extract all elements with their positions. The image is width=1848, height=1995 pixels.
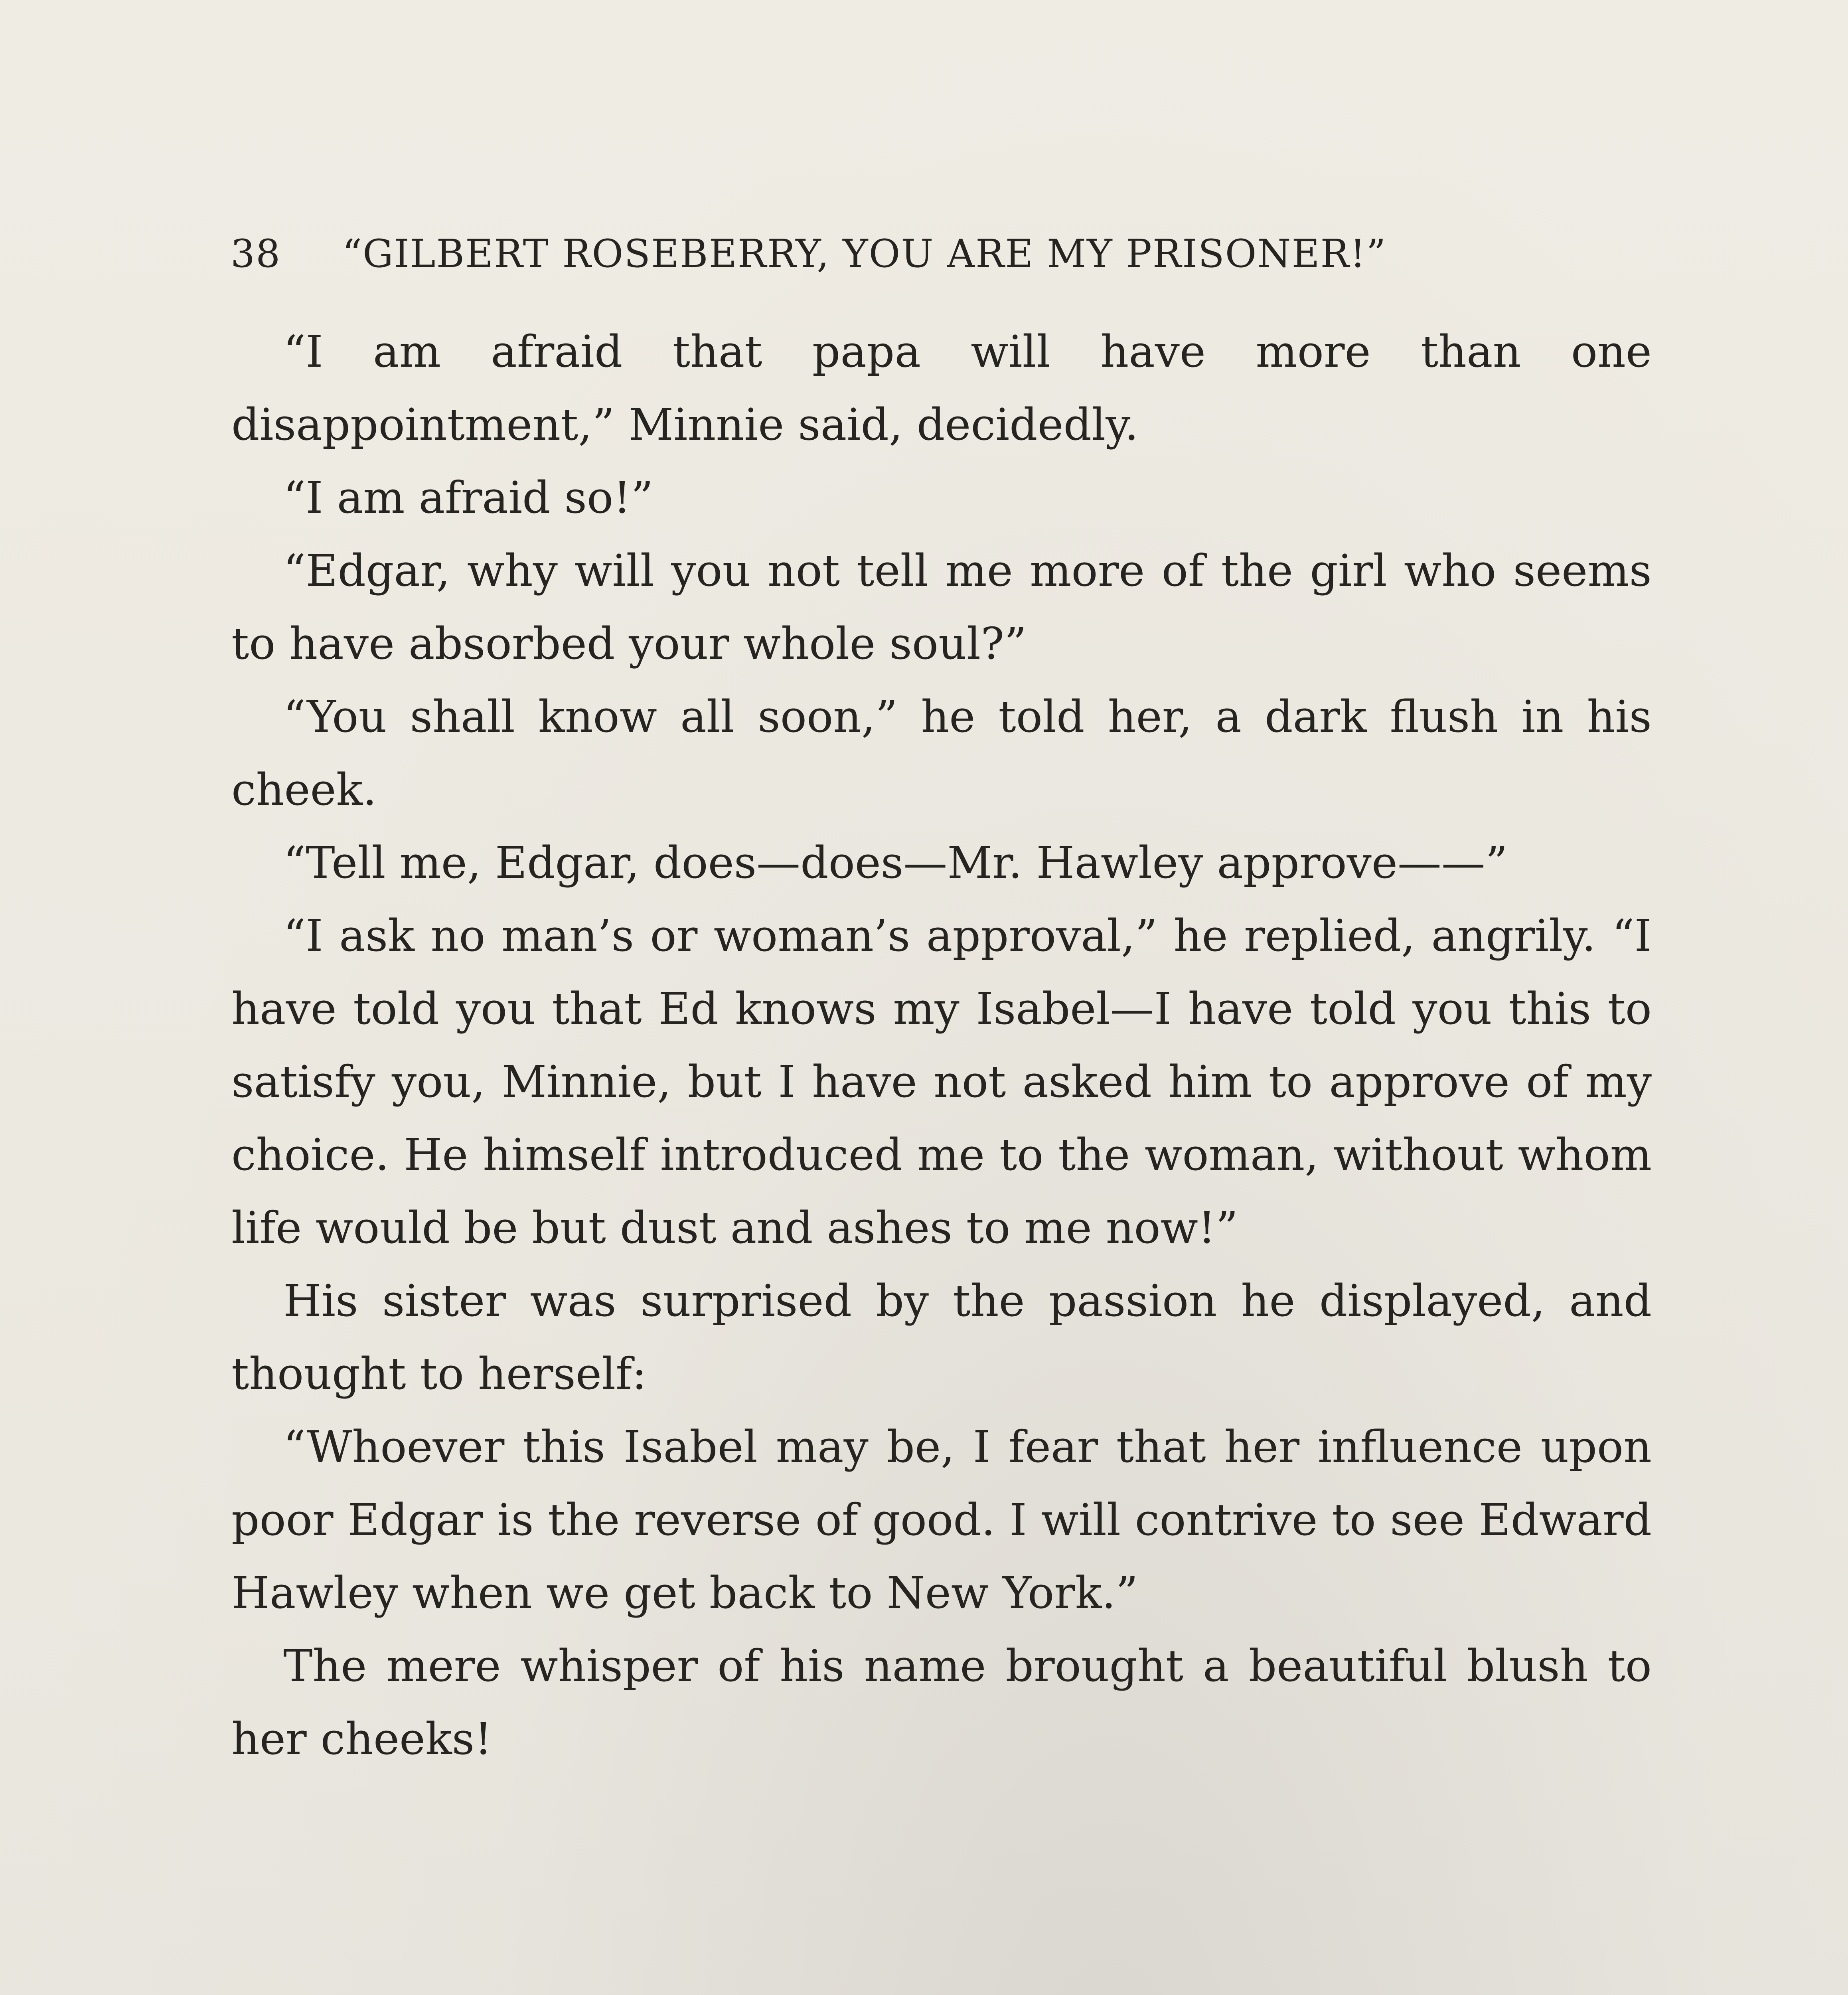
paragraph: The mere whisper of his name brought a beautiful blush to her cheeks! xyxy=(231,1640,1652,1764)
paragraph: “Edgar, why will you not tell me more of the girl who seems to have absorbed your whole soul?” xyxy=(231,545,1652,669)
paragraph: “Tell me, Edgar, does—does—Mr. Hawley approve——” xyxy=(283,837,1508,888)
page-number: 38 xyxy=(231,231,281,276)
running-head: “GILBERT ROSEBERRY, YOU ARE MY PRISONER!” xyxy=(342,231,1387,276)
paragraph: “I ask no man’s or woman’s approval,” he replied, angrily. “I have told you that Ed knows my Isabel—I have told you this to satisfy you, Minnie, but I have not asked him to approve of my choice. He himself introduced me to the woman, without whom life would be but dust and ashes to me now!” xyxy=(231,910,1652,1253)
paragraph: His sister was surprised by the passion he displayed, and thought to herself: xyxy=(231,1275,1652,1399)
paragraph: “I am afraid that papa will have more than one disappointment,” Minnie said, decidedly. xyxy=(231,326,1652,450)
paragraph: “Whoever this Isabel may be, I fear that her influence upon poor Edgar is the reverse of good. I will contrive to see Edward Hawley when we get back to New York.” xyxy=(231,1421,1652,1618)
page-header xyxy=(231,231,1559,283)
body-text xyxy=(231,315,1652,1776)
paragraph: “I am afraid so!” xyxy=(283,472,654,523)
paragraph: “You shall know all soon,” he told her, a dark flush in his cheek. xyxy=(231,691,1652,815)
